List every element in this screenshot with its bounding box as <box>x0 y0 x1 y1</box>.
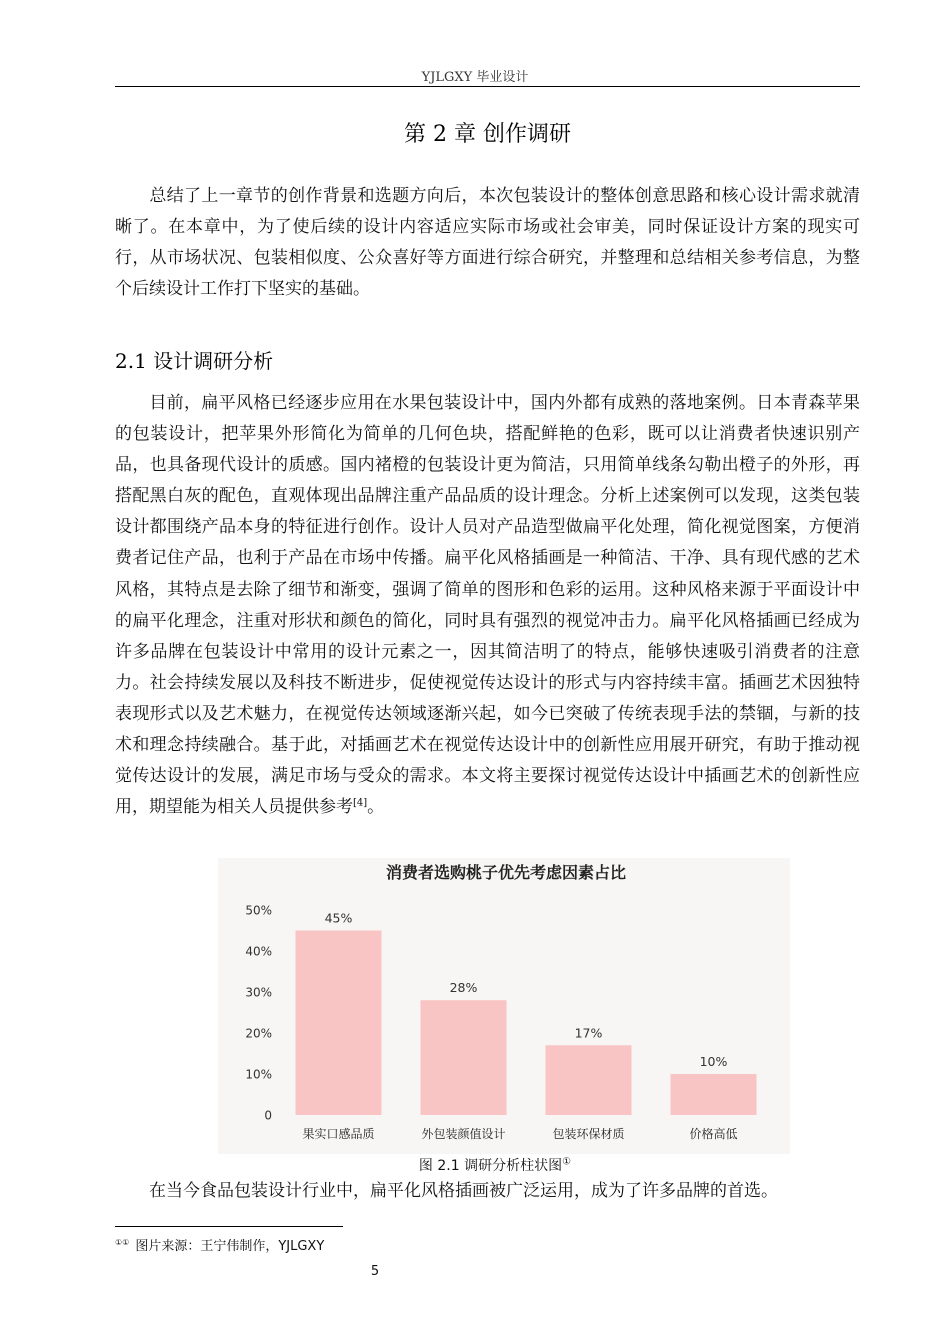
running-header: YJLGXY 毕业设计 <box>421 70 529 85</box>
figure-caption-text: 图 2.1 调研分析柱状图 <box>418 1158 563 1174</box>
bar-chart-figure <box>218 858 790 1154</box>
y-tick-label: 10% <box>245 1067 272 1082</box>
x-tick-label: 果实口感品质 <box>302 1127 375 1141</box>
page-number: 5 <box>370 1264 380 1279</box>
footnote-mark: ①① <box>115 1237 130 1247</box>
footnote-text: 图片来源：王宁伟制作，YJLGXY <box>135 1239 325 1254</box>
header-rule <box>115 86 860 87</box>
bar-value-label: 10% <box>699 1054 728 1069</box>
bar <box>546 1045 632 1115</box>
x-tick-label: 外包装颜值设计 <box>421 1127 506 1141</box>
y-tick-label: 30% <box>245 985 272 1000</box>
bar-value-label: 28% <box>449 980 478 996</box>
x-tick-label: 包装环保材质 <box>552 1127 625 1141</box>
intro-text: 总结了上一章节的创作背景和选题方向后，本次包装设计的整体创意思路和核心设计需求就清晰了。在本章中，为了使后续的设计内容适应实际市场或社会审美，同时保证设计方案的现实可行，从市场状况、包装相似度、公众喜好等方面进行综合研究，并整理和总结相关参考信息，为整个后续设计工作打下坚实的基础。 <box>115 186 860 300</box>
citation: [4] <box>353 797 368 809</box>
y-tick-label: 0 <box>264 1108 272 1123</box>
bar <box>296 931 382 1116</box>
bar-value-label: 45% <box>324 910 353 926</box>
y-tick-label: 40% <box>245 944 272 959</box>
chart-title: 消费者选购桃子优先考虑因素占比 <box>385 863 627 882</box>
chapter-title: 第 2 章 创作调研 <box>404 122 571 147</box>
footnote <box>115 1235 324 1254</box>
x-tick-label: 价格高低 <box>689 1127 738 1141</box>
section-body-end: 。 <box>367 797 385 818</box>
section-paragraph <box>115 388 860 823</box>
bar <box>421 1000 507 1115</box>
bar <box>671 1074 757 1115</box>
after-figure-text: 在当今食品包装设计行业中，扁平化风格插画被广泛运用，成为了许多品牌的首选。 <box>149 1181 778 1201</box>
section-heading: 2.1 设计调研分析 <box>115 349 274 373</box>
intro-paragraph <box>115 181 860 305</box>
after-figure-paragraph <box>115 1176 860 1207</box>
bar-value-label: 17% <box>574 1025 603 1041</box>
figure-caption-mark: ① <box>562 1156 572 1168</box>
figure-caption <box>0 1155 950 1175</box>
y-tick-label: 20% <box>245 1026 272 1041</box>
bar-chart <box>218 858 790 1154</box>
section-body-text: 目前，扁平风格已经逐步应用在水果包装设计中，国内外都有成熟的落地案例。日本青森苹果的包装设计，把苹果外形简化为简单的几何色块，搭配鲜艳的色彩，既可以让消费者快速识别产品，也具备现代设计的质感。国内褚橙的包装设计更为简洁，只用简单线条勾勒出橙子的外形，再搭配黑白灰的配色，直观体现出品牌注重产品品质的设计理念。分析上述案例可以发现，这类包装设计都围绕产品本身的特征进行创作。设计人员对产品造型做扁平化处理，简化视觉图案，方便消费者记住产品，也利于产品在市场中传播。扁平化风格插画是一种简洁、干净、具有现代感的艺术风格，其特点是去除了细节和渐变，强调了简单的图形和色彩的运用。这种风格来源于平面设计中的扁平化理念，注重对形状和颜色的简化，同时具有强烈的视觉冲击力。扁平化风格插画已经成为许多品牌在包装设计中常用的设计元素之一，因其简洁明了的特点，能够快速吸引消费者的注意力。社会持续发展以及科技不断进步，促使视觉传达设计的形式与内容持续丰富。插画艺术因独特表现形式以及艺术魅力，在视觉传达领域逐渐兴起，如今已突破了传统表现手法的禁锢，与新的技术和理念持续融合。基于此，对插画艺术在视觉传达设计中的创新性应用展开研究，有助于推动视觉传达设计的发展，满足市场与受众的需求。本文将主要探讨视觉传达设计中插画艺术的创新性应用，期望能为相关人员提供参考 <box>115 393 860 818</box>
y-tick-label: 50% <box>245 903 272 918</box>
footnote-rule <box>115 1226 343 1227</box>
